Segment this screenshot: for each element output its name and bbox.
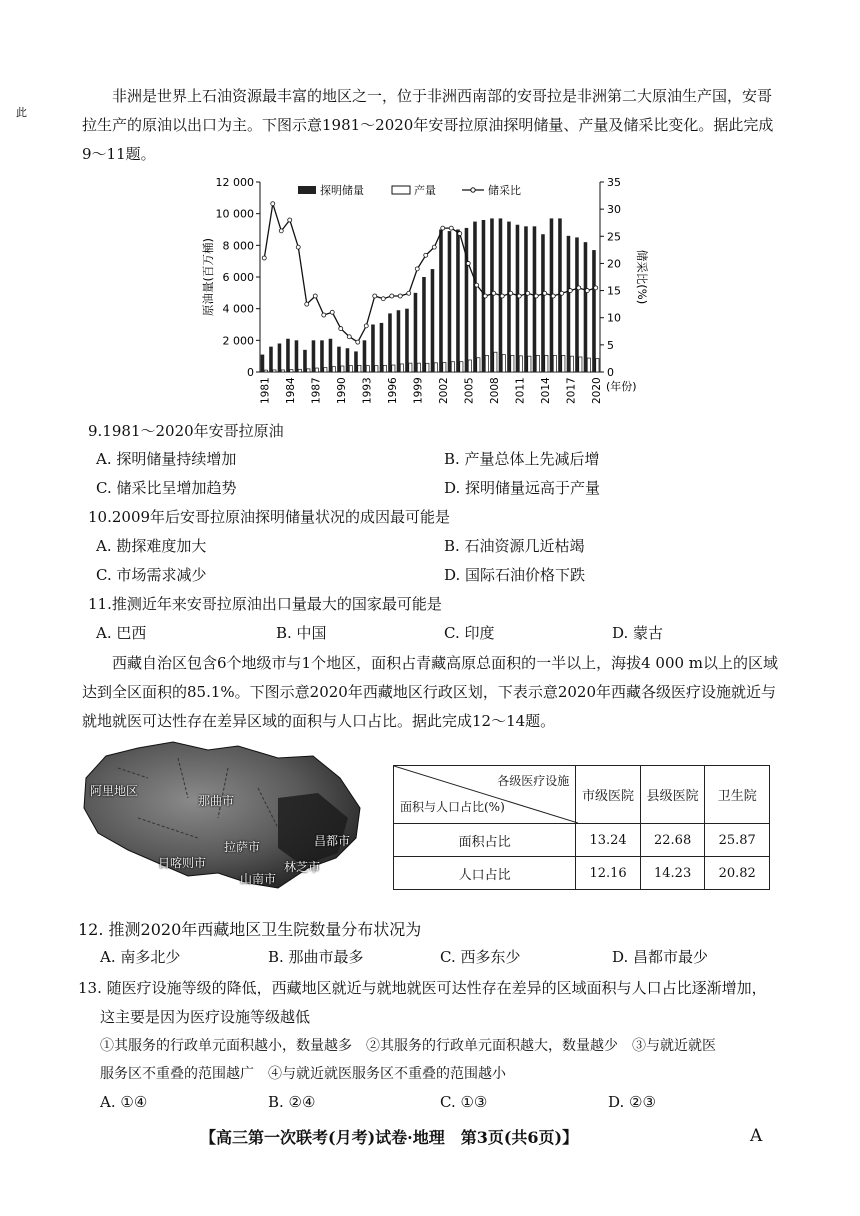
production-bar [562,355,565,372]
map-label-rikaze: 日喀则市 [158,856,207,870]
rp-ratio-point [407,291,411,295]
rp-ratio-point [509,291,513,295]
left-tick-label: 2 000 [222,334,254,348]
reserves-bar [507,222,511,372]
rp-ratio-point [330,310,334,314]
production-bar [315,368,318,372]
x-tick-label: 2008 [488,377,501,404]
right-tick-label: 5 [607,338,614,352]
x-tick-label: 1990 [335,377,348,404]
reserves-bar [456,230,460,373]
production-bar [264,370,267,372]
legend-reserves-label: 探明储量 [320,184,364,197]
q13-option-d: D. ②③ [608,1093,656,1111]
q13-stem-line1: 13. 随医疗设施等级的降低，西藏地区就近与就地就医可达性存在差异的区域面积与人口占比逐渐增加， [78,979,767,997]
reserves-bar [473,222,477,372]
x-tick-label: 2017 [565,377,578,404]
intro-paragraph-2: 西藏自治区包含6个地级市与1个地区，面积占青藏高原总面积的一半以上，海拔4 000 m以上的区域达到全区面积的85.1%。下图示意2020年西藏地区行政区划，下表示意2020年西藏各级医疗设施就近与就地就医可达性存在差异区域的面积与人口占比。据此完成12～14题。 [82,654,779,730]
production-bar [468,360,471,372]
left-tick-label: 6 000 [222,271,254,284]
production-bar [451,362,454,372]
rp-ratio-point [526,291,530,295]
production-bar [545,355,548,372]
q12-option-a: A. 南多北少 [100,948,181,966]
reserves-bar [592,250,596,372]
reserves-bar [388,313,392,372]
production-bar [324,368,327,372]
reserves-bar [465,228,469,372]
q9-option-c: C. 储采比呈增加趋势 [96,479,237,497]
legend-production-label: 产量 [414,184,436,197]
legend-production-swatch [392,186,410,194]
rp-ratio-point [585,289,589,293]
production-bar [341,366,344,372]
reserves-bar [337,347,341,372]
reserves-bar [269,347,273,372]
map-label-changdu: 昌都市 [314,834,351,848]
q11-option-d: D. 蒙古 [612,624,664,642]
production-bar [409,363,412,372]
production-bar [417,363,420,372]
rp-ratio-point [390,294,394,298]
legend-ratio-marker [471,188,475,192]
rp-ratio-point [475,283,479,287]
q10-stem: 10.2009年后安哥拉原油探明储量状况的成因最可能是 [88,508,451,526]
x-tick-label: 1996 [386,377,399,404]
q13-items-line2: 服务区不重叠的范围越广 ④与就近就医服务区不重叠的范围越小 [100,1066,506,1082]
q10-option-d: D. 国际石油价格下跌 [444,566,586,584]
reserves-bar [397,310,401,372]
right-tick-label: 15 [607,284,621,298]
reserves-bar [346,348,350,372]
reserves-bar [405,309,409,372]
legend-ratio-label: 储采比 [488,184,521,197]
production-bar [477,358,480,372]
table-corner-bottom: 面积与人口占比(%) [400,800,505,814]
left-tick-label: 12 000 [215,176,254,189]
rp-ratio-point [551,294,555,298]
rp-ratio-point [594,286,598,290]
rp-ratio-point [458,232,462,236]
legend-reserves-swatch [298,186,316,194]
reserves-bar [575,237,579,372]
production-bar [485,355,488,372]
reserves-bar [329,339,333,372]
left-tick-label: 4 000 [222,302,254,316]
table-row-label-population: 人口占比 [394,857,576,890]
q10-option-c: C. 市场需求减少 [96,566,207,584]
paper-version: A [750,1126,763,1146]
table-row-label-area: 面积占比 [394,824,576,857]
right-tick-label: 20 [607,257,621,271]
reserves-bar [354,351,358,372]
map-label-naqu: 那曲市 [198,794,235,808]
q9-option-a: A. 探明储量持续增加 [96,450,237,468]
angola-oil-chart [190,172,690,412]
medical-access-table [393,765,770,890]
q12-option-d: D. 昌都市最少 [612,948,709,966]
table-corner-cell [394,766,576,824]
rp-ratio-line [264,204,596,342]
q11-option-b: B. 中国 [276,624,327,642]
production-bar [553,355,556,372]
x-tick-label: 1999 [412,377,425,404]
production-bar [596,359,599,372]
rp-ratio-point [415,267,419,271]
q13-option-a: A. ①④ [100,1093,148,1111]
rp-ratio-point [568,289,572,293]
production-bar [426,363,429,372]
reserves-bar [439,230,443,373]
table-cell: 12.16 [576,857,641,890]
reserves-bar [363,340,367,372]
production-bar [375,366,378,372]
production-bar [502,355,505,372]
page-footer: 【高三第一次联考(月考)试卷·地理 第3页(共6页)】 [200,1128,579,1147]
q12-option-c: C. 西多东少 [440,948,521,966]
right-axis-title: 储采比(%) [635,249,649,305]
tibet-map [78,738,368,898]
reserves-bar [286,339,290,372]
reserves-bar [584,242,588,372]
production-bar [358,365,361,372]
production-bar [332,367,335,372]
x-axis-label: (年份) [606,380,637,393]
reserves-bar [312,340,316,372]
production-bar [307,369,310,372]
production-bar [460,362,463,372]
rp-ratio-point [381,297,385,301]
rp-ratio-point [296,245,300,249]
map-label-ali: 阿里地区 [90,784,139,798]
reserves-bar [541,234,545,372]
x-tick-label: 2005 [463,377,476,404]
left-tick-label: 0 [247,366,254,379]
rp-ratio-point [517,294,521,298]
production-bar [273,370,276,372]
reserves-bar [448,231,452,372]
x-tick-label: 2011 [514,377,527,404]
reserves-bar [516,225,520,372]
map-label-lhasa: 拉萨市 [224,840,261,854]
x-tick-label: 1993 [361,377,374,404]
rp-ratio-point [288,218,292,222]
intro-paragraph-1: 非洲是世界上石油资源最丰富的地区之一，位于非洲西南部的安哥拉是非洲第二大原油生产国，安哥拉生产的原油以出口为主。下图示意1981～2020年安哥拉原油探明储量、产量及储采比变化。据此完成9～11题。 [82,87,774,163]
rp-ratio-point [449,226,453,230]
right-tick-label: 30 [607,203,621,217]
right-tick-label: 25 [607,230,621,244]
x-tick-label: 2020 [590,377,603,404]
production-bar [298,369,301,372]
reserves-bar [371,325,375,373]
rp-ratio-point [398,294,402,298]
q13-option-b: B. ②④ [268,1093,316,1111]
rp-ratio-point [364,324,368,328]
production-bar [519,356,522,372]
rp-ratio-point [500,294,504,298]
rp-ratio-point [577,286,581,290]
right-tick-label: 35 [607,176,621,189]
table-cell: 22.68 [640,824,705,857]
x-tick-label: 2014 [539,377,552,404]
production-bar [281,370,284,372]
rp-ratio-point [492,291,496,295]
rp-ratio-point [262,256,266,260]
production-bar [366,366,369,372]
x-tick-label: 2002 [437,377,450,404]
reserves-bar [533,226,537,372]
reserves-bar [422,277,426,372]
reserves-bar [431,269,435,372]
rp-ratio-point [543,291,547,295]
reserves-bar [295,340,299,372]
right-tick-label: 10 [607,311,621,325]
x-tick-label: 1981 [259,377,272,404]
production-bar [570,356,573,372]
right-tick-label: 0 [607,366,614,379]
reserves-bar [320,340,324,372]
table-cell: 14.23 [640,857,705,890]
reserves-bar [524,226,528,372]
rp-ratio-point [313,294,317,298]
table-cell: 13.24 [576,824,641,857]
table-header-county: 县级医院 [640,766,705,824]
production-bar [587,358,590,372]
x-tick-label: 1987 [310,377,323,404]
production-bar [434,363,437,372]
left-axis-title: 原油量(百万桶) [201,238,215,316]
rp-ratio-point [305,302,309,306]
rp-ratio-point [432,245,436,249]
rp-ratio-point [356,340,360,344]
q12-option-b: B. 那曲市最多 [268,948,364,966]
q10-option-a: A. 勘探难度加大 [96,537,207,555]
rp-ratio-point [339,327,343,331]
rp-ratio-point [347,335,351,339]
q12-stem: 12. 推测2020年西藏地区卫生院数量分布状况为 [78,920,422,939]
production-bar [579,357,582,372]
q13-items-line1: ①其服务的行政单元面积越小，数量越多 ②其服务的行政单元面积越大，数量越少 ③与就近就医 [100,1038,716,1054]
table-cell: 25.87 [705,824,770,857]
rp-ratio-point [279,229,283,233]
production-bar [349,366,352,372]
reserves-bar [414,293,418,372]
rp-ratio-point [441,226,445,230]
production-bar [443,363,446,373]
left-tick-label: 10 000 [215,207,254,221]
production-bar [400,364,403,372]
table-header-city: 市级医院 [576,766,641,824]
table-cell: 20.82 [705,857,770,890]
q9-stem: 9.1981～2020年安哥拉原油 [88,422,284,440]
rp-ratio-point [322,313,326,317]
production-bar [528,356,531,372]
left-tick-label: 8 000 [222,239,254,253]
rp-ratio-point [560,291,564,295]
reserves-bar [567,236,571,372]
q13-stem-line2: 这主要是因为医疗设施等级越低 [100,1008,311,1026]
map-label-shannan: 山南市 [240,872,277,886]
q9-option-d: D. 探明储量远高于产量 [444,479,601,497]
q13-option-c: C. ①③ [440,1093,488,1111]
table-corner-top: 各级医疗设施 [497,774,570,788]
production-bar [392,365,395,372]
q11-stem: 11.推测近年来安哥拉原油出口量最大的国家最可能是 [88,595,442,613]
q10-option-b: B. 石油资源几近枯竭 [444,537,585,555]
x-tick-label: 1984 [284,377,297,404]
rp-ratio-point [483,294,487,298]
margin-char: 此 [16,106,27,119]
q11-option-a: A. 巴西 [96,624,147,642]
rp-ratio-point [424,253,428,257]
reserves-bar [380,323,384,372]
rp-ratio-point [373,294,377,298]
reserves-bar [278,344,282,373]
map-label-linzhi: 林芝市 [284,860,321,874]
production-bar [511,355,514,372]
production-bar [494,352,497,372]
rp-ratio-point [271,202,275,206]
production-bar [383,365,386,372]
rp-ratio-point [466,261,470,265]
table-header-clinic: 卫生院 [705,766,770,824]
rp-ratio-point [534,294,538,298]
q11-option-c: C. 印度 [444,624,495,642]
reserves-bar [261,355,265,372]
q9-option-b: B. 产量总体上先减后增 [444,450,600,468]
production-bar [536,355,539,372]
reserves-bar [303,350,307,372]
production-bar [290,370,293,372]
